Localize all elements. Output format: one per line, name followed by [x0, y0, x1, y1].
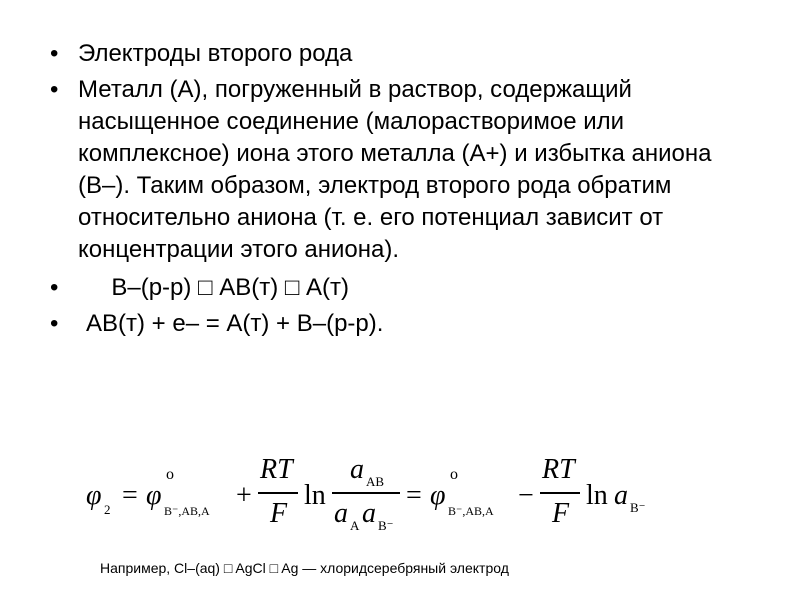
activity-b-subscript: B⁻ — [378, 518, 394, 533]
rt-numerator: RT — [542, 454, 575, 485]
equals-sign: = — [122, 480, 138, 511]
bullet-dot: • — [50, 274, 59, 301]
ln-operator: ln — [304, 480, 326, 511]
rt-numerator: RT — [260, 454, 293, 485]
nernst-equation — [80, 456, 680, 556]
bullet-text: Электроды второго рода — [78, 40, 353, 67]
fraction-bar — [258, 492, 298, 494]
bullet-item-reaction — [48, 308, 768, 340]
activity-b: a — [362, 498, 376, 529]
phi-symbol: φ — [86, 480, 102, 511]
bullet-item-scheme — [48, 272, 768, 304]
bullet-list — [48, 38, 768, 344]
phi0-symbol: φ — [146, 480, 162, 511]
activity-b: a — [614, 480, 628, 511]
bullet-text: Металл (А), погруженный в раствор, содержащий насыщенное соединение (малорастворимое или комплексное) иона этого металла (А+) и избытка аниона (В–). Таким образом, электрод второго рода обратим относительно аниона (т. е. его потенциал зависит от концентрации этого аниона). — [78, 76, 712, 263]
fraction-bar — [332, 492, 400, 494]
equals-sign: = — [406, 480, 422, 511]
activity-b-subscript: B⁻ — [630, 500, 646, 515]
plus-sign: + — [236, 480, 252, 511]
degree-symbol: o — [450, 466, 458, 483]
bullet-text: АВ(т) + е– = А(т) + В–(р-р). — [86, 310, 384, 337]
activity-ab-subscript: AB — [366, 474, 385, 489]
phi0-subscript: B⁻,AB,A — [164, 504, 210, 518]
ln-operator: ln — [586, 480, 608, 511]
bullet-dot: • — [50, 310, 59, 337]
bullet-dot: • — [50, 40, 59, 67]
degree-symbol: o — [166, 466, 174, 483]
activity-ab: a — [350, 454, 364, 485]
phi0-symbol: φ — [430, 480, 446, 511]
bullet-item-description — [48, 74, 768, 266]
f-denominator: F — [552, 498, 570, 529]
activity-a-subscript: A — [350, 518, 360, 533]
fraction-bar — [540, 492, 580, 494]
bullet-dot: • — [50, 76, 59, 103]
caption: Например, Cl–(aq) □ AgCl □ Ag — хлоридсеребряный электрод — [100, 560, 509, 576]
phi0-subscript: B⁻,AB,A — [448, 504, 494, 518]
activity-a: a — [334, 498, 348, 529]
f-denominator: F — [270, 498, 288, 529]
bullet-text: В–(р-р) □ АВ(т) □ А(т) — [78, 274, 350, 301]
minus-sign: − — [518, 480, 534, 511]
phi-subscript: 2 — [104, 502, 111, 517]
bullet-item-title — [48, 38, 768, 70]
